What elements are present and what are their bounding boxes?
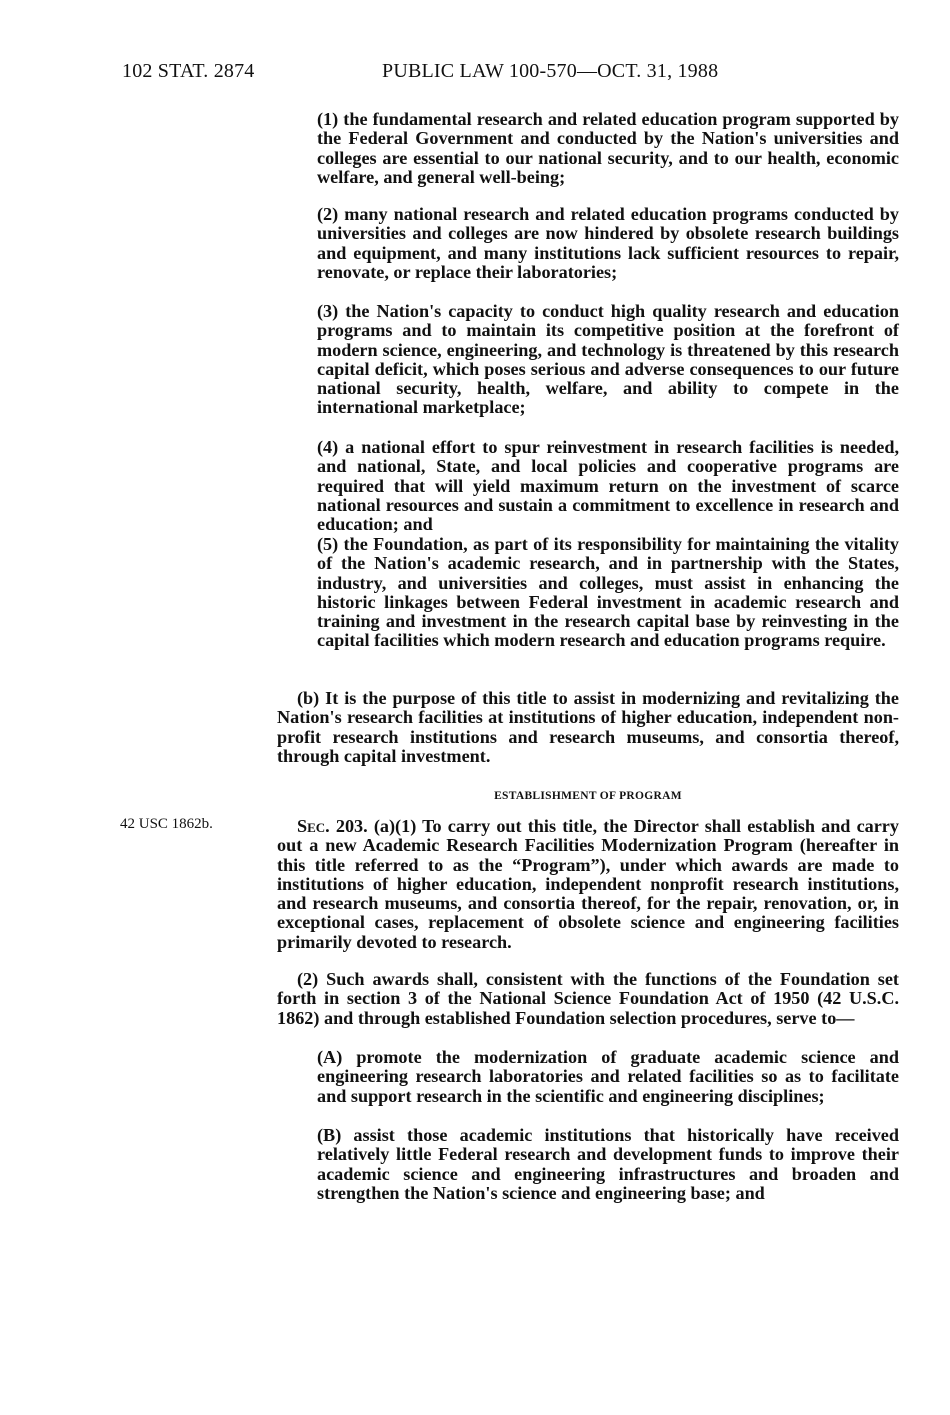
finding-5: (5) the Foundation, as part of its responsibility for maintaining the vitality of the Nation's academic research, and in partnership with the States, industry, and universities and colleges, must assist in enhancing the historic linkages between Federal investment in academic research and training and investment in the research capital base by reinvesting in the capital facilities which modern research and education programs require. (317, 534, 899, 651)
section-203-paragraph (277, 817, 899, 952)
subparagraph-b: (B) assist those academic institutions that historically have received relatively little Federal research and development funds to improve their academic science and engineering infrastructures and broaden and strengthen the Nation's science and engineering base; and (317, 1125, 899, 1203)
finding-2: (2) many national research and related education programs conducted by universities and colleges are now hindered by obsolete research buildings and equipment, and many institutions lack sufficient resources to repair, renovate, or replace their laboratories; (317, 204, 899, 282)
finding-1: (1) the fundamental research and related education program supported by the Federal Government and conducted by the Nation's universities and colleges are essential to our national security, and to our health, economic welfare, and general well-being; (317, 109, 899, 187)
section-203-text: (a)(1) To carry out this title, the Director shall establish and carry out a new Academic Research Facilities Modernization Program (hereafter in this title referred to as the “Program”), under which awards are made to institutions of higher education, independent nonprofit research institutions, and research museums, and consortia thereof, for the repair, renovation, or, in exceptional cases, replacement of obsolete science and engineering facilities primarily devoted to research. (277, 816, 899, 952)
paragraph-2 (277, 970, 899, 1028)
section-label: Sec. 203. (297, 816, 368, 836)
finding-4: (4) a national effort to spur reinvestment in research facilities is needed, and national, State, and local policies and cooperative programs are required that will yield maximum return on the investment of scarce national resources and sustain a commitment to excellence in research and education; and (317, 437, 899, 535)
finding-3: (3) the Nation's capacity to conduct high quality research and education programs and to maintain its competitive position at the forefront of modern science, engineering, and technology is threatened by this research capital deficit, which poses serious and adverse consequences to our future national security, health, welfare, and ability to compete in the international marketplace; (317, 301, 899, 418)
margin-citation: 42 USC 1862b. (120, 816, 213, 832)
purpose-text: (b) It is the purpose of this title to assist in modernizing and revitalizing the Nation's research facilities at institutions of higher education, independent non-profit research institutions and research museums, and consortia thereof, through capital investment. (277, 688, 899, 766)
running-header: PUBLIC LAW 100-570—OCT. 31, 1988 (382, 60, 719, 82)
section-heading: ESTABLISHMENT OF PROGRAM (494, 790, 682, 802)
stat-page-number: 102 STAT. 2874 (122, 60, 255, 82)
paragraph-2-text: (2) Such awards shall, consistent with the functions of the Foundation set forth in section 3 of the National Science Foundation Act of 1950 (42 U.S.C. 1862) and through established Foundation selection procedures, serve to— (277, 969, 899, 1028)
purpose-paragraph (277, 689, 899, 766)
subparagraph-a: (A) promote the modernization of graduate academic science and engineering research laboratories and related facilities so as to facilitate and support research in the scientific and engineering disciplines; (317, 1047, 899, 1106)
